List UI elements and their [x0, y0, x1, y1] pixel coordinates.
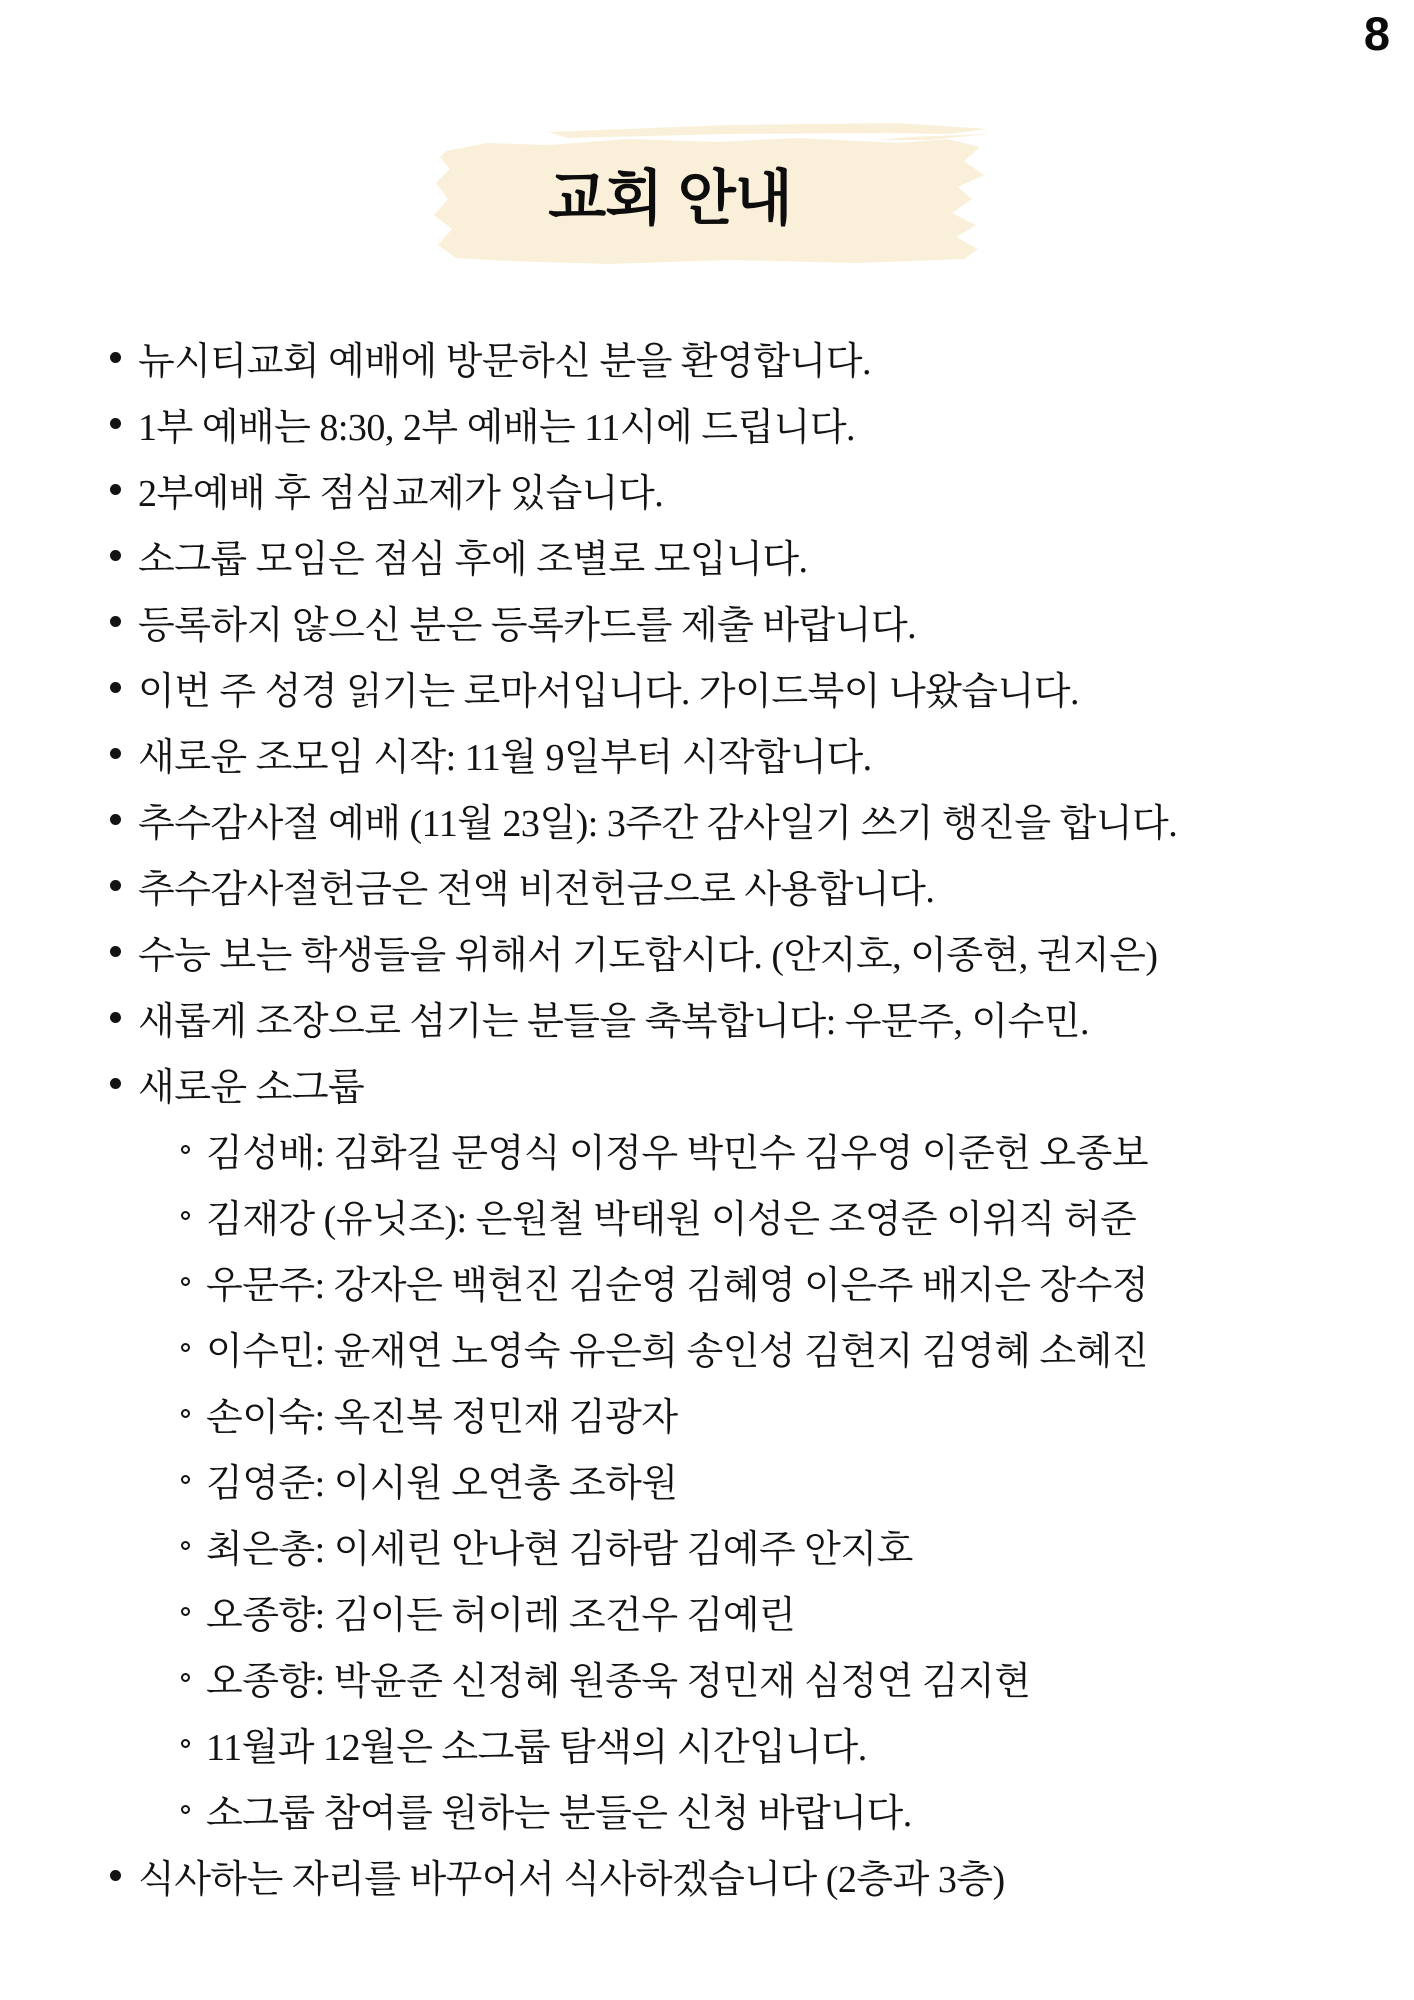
bullet-dot-icon	[110, 484, 121, 495]
announcement-text: 수능 보는 학생들을 위해서 기도합시다. (안지호, 이종현, 권지은)	[138, 934, 1158, 977]
announcement-subitem	[0, 1182, 1414, 1248]
announcement-subitem	[0, 1116, 1414, 1182]
announcement-text: 새롭게 조장으로 섬기는 분들을 축복합니다: 우문주, 이수민.	[138, 1000, 1090, 1043]
announcement-item	[0, 786, 1414, 852]
announcement-item	[0, 720, 1414, 786]
announcement-text: 최은총: 이세린 안나현 김하람 김예주 안지호	[206, 1528, 913, 1571]
bullet-circle-icon	[181, 1805, 190, 1814]
announcement-item	[0, 1050, 1414, 1116]
announcement-subitem	[0, 1578, 1414, 1644]
bullet-dot-icon	[110, 418, 121, 429]
announcement-subitem	[0, 1710, 1414, 1776]
announcement-text: 우문주: 강자은 백현진 김순영 김혜영 이은주 배지은 장수정	[206, 1264, 1149, 1307]
bullet-dot-icon	[110, 880, 121, 891]
bullet-dot-icon	[110, 1012, 121, 1023]
announcement-text: 소그룹 참여를 원하는 분들은 신청 바랍니다.	[206, 1792, 912, 1835]
bullet-dot-icon	[110, 352, 121, 363]
announcement-item	[0, 918, 1414, 984]
bullet-dot-icon	[110, 1870, 121, 1881]
announcement-item	[0, 588, 1414, 654]
bullet-circle-icon	[181, 1211, 190, 1220]
announcement-item	[0, 1842, 1414, 1908]
bullet-dot-icon	[110, 616, 121, 627]
announcement-item	[0, 654, 1414, 720]
announcement-subitem	[0, 1644, 1414, 1710]
announcement-item	[0, 324, 1414, 390]
bullet-dot-icon	[110, 814, 121, 825]
announcement-subitem	[0, 1314, 1414, 1380]
bullet-circle-icon	[181, 1145, 190, 1154]
announcement-item	[0, 984, 1414, 1050]
announcement-subitem	[0, 1380, 1414, 1446]
bullet-circle-icon	[181, 1607, 190, 1616]
announcement-text: 뉴시티교회 예배에 방문하신 분을 환영합니다.	[138, 340, 871, 383]
announcement-text: 등록하지 않으신 분은 등록카드를 제출 바랍니다.	[138, 604, 917, 647]
announcement-list	[0, 324, 1414, 1908]
announcement-item	[0, 522, 1414, 588]
bullet-circle-icon	[181, 1409, 190, 1418]
bullet-dot-icon	[110, 550, 121, 561]
announcement-item	[0, 456, 1414, 522]
announcement-text: 이수민: 윤재연 노영숙 유은희 송인성 김현지 김영혜 소혜진	[206, 1330, 1149, 1373]
page-title: 교회 안내	[548, 165, 792, 232]
bullet-dot-icon	[110, 1078, 121, 1089]
bullet-circle-icon	[181, 1673, 190, 1682]
announcement-text: 새로운 소그룹	[138, 1066, 365, 1109]
bullet-circle-icon	[181, 1475, 190, 1484]
bullet-dot-icon	[110, 748, 121, 759]
announcement-item	[0, 852, 1414, 918]
announcement-text: 1부 예배는 8:30, 2부 예배는 11시에 드립니다.	[138, 406, 856, 449]
announcement-item	[0, 390, 1414, 456]
bullet-circle-icon	[181, 1541, 190, 1550]
bullet-circle-icon	[181, 1739, 190, 1748]
bullet-dot-icon	[110, 682, 121, 693]
bullet-circle-icon	[181, 1343, 190, 1352]
announcement-subitem	[0, 1776, 1414, 1842]
bullet-dot-icon	[110, 946, 121, 957]
announcement-text: 11월과 12월은 소그룹 탐색의 시간입니다.	[206, 1726, 867, 1769]
announcement-text: 추수감사절헌금은 전액 비전헌금으로 사용합니다.	[138, 868, 935, 911]
announcement-text: 새로운 조모임 시작: 11월 9일부터 시작합니다.	[138, 736, 872, 779]
announcement-text: 이번 주 성경 읽기는 로마서입니다. 가이드북이 나왔습니다.	[138, 670, 1079, 713]
announcement-text: 손이숙: 옥진복 정민재 김광자	[206, 1396, 678, 1439]
title-block	[428, 121, 1000, 267]
announcement-text: 김영준: 이시원 오연총 조하원	[206, 1462, 678, 1505]
announcement-text: 오종향: 김이든 허이레 조건우 김예린	[206, 1594, 796, 1637]
announcement-text: 소그룹 모임은 점심 후에 조별로 모입니다.	[138, 538, 808, 581]
announcement-text: 2부예배 후 점심교제가 있습니다.	[138, 472, 664, 515]
announcement-text: 김성배: 김화길 문영식 이정우 박민수 김우영 이준헌 오종보	[206, 1132, 1149, 1175]
announcement-subitem	[0, 1446, 1414, 1512]
announcement-text: 식사하는 자리를 바꾸어서 식사하겠습니다 (2층과 3층)	[138, 1858, 1005, 1901]
announcement-subitem	[0, 1512, 1414, 1578]
bullet-circle-icon	[181, 1277, 190, 1286]
page-number: 8	[1363, 7, 1390, 60]
announcement-text: 김재강 (유닛조): 은원철 박태원 이성은 조영준 이위직 허준	[206, 1198, 1137, 1241]
announcement-text: 오종향: 박윤준 신정혜 원종욱 정민재 심정연 김지현	[206, 1660, 1031, 1703]
announcement-text: 추수감사절 예배 (11월 23일): 3주간 감사일기 쓰기 행진을 합니다.	[138, 802, 1178, 845]
announcement-subitem	[0, 1248, 1414, 1314]
